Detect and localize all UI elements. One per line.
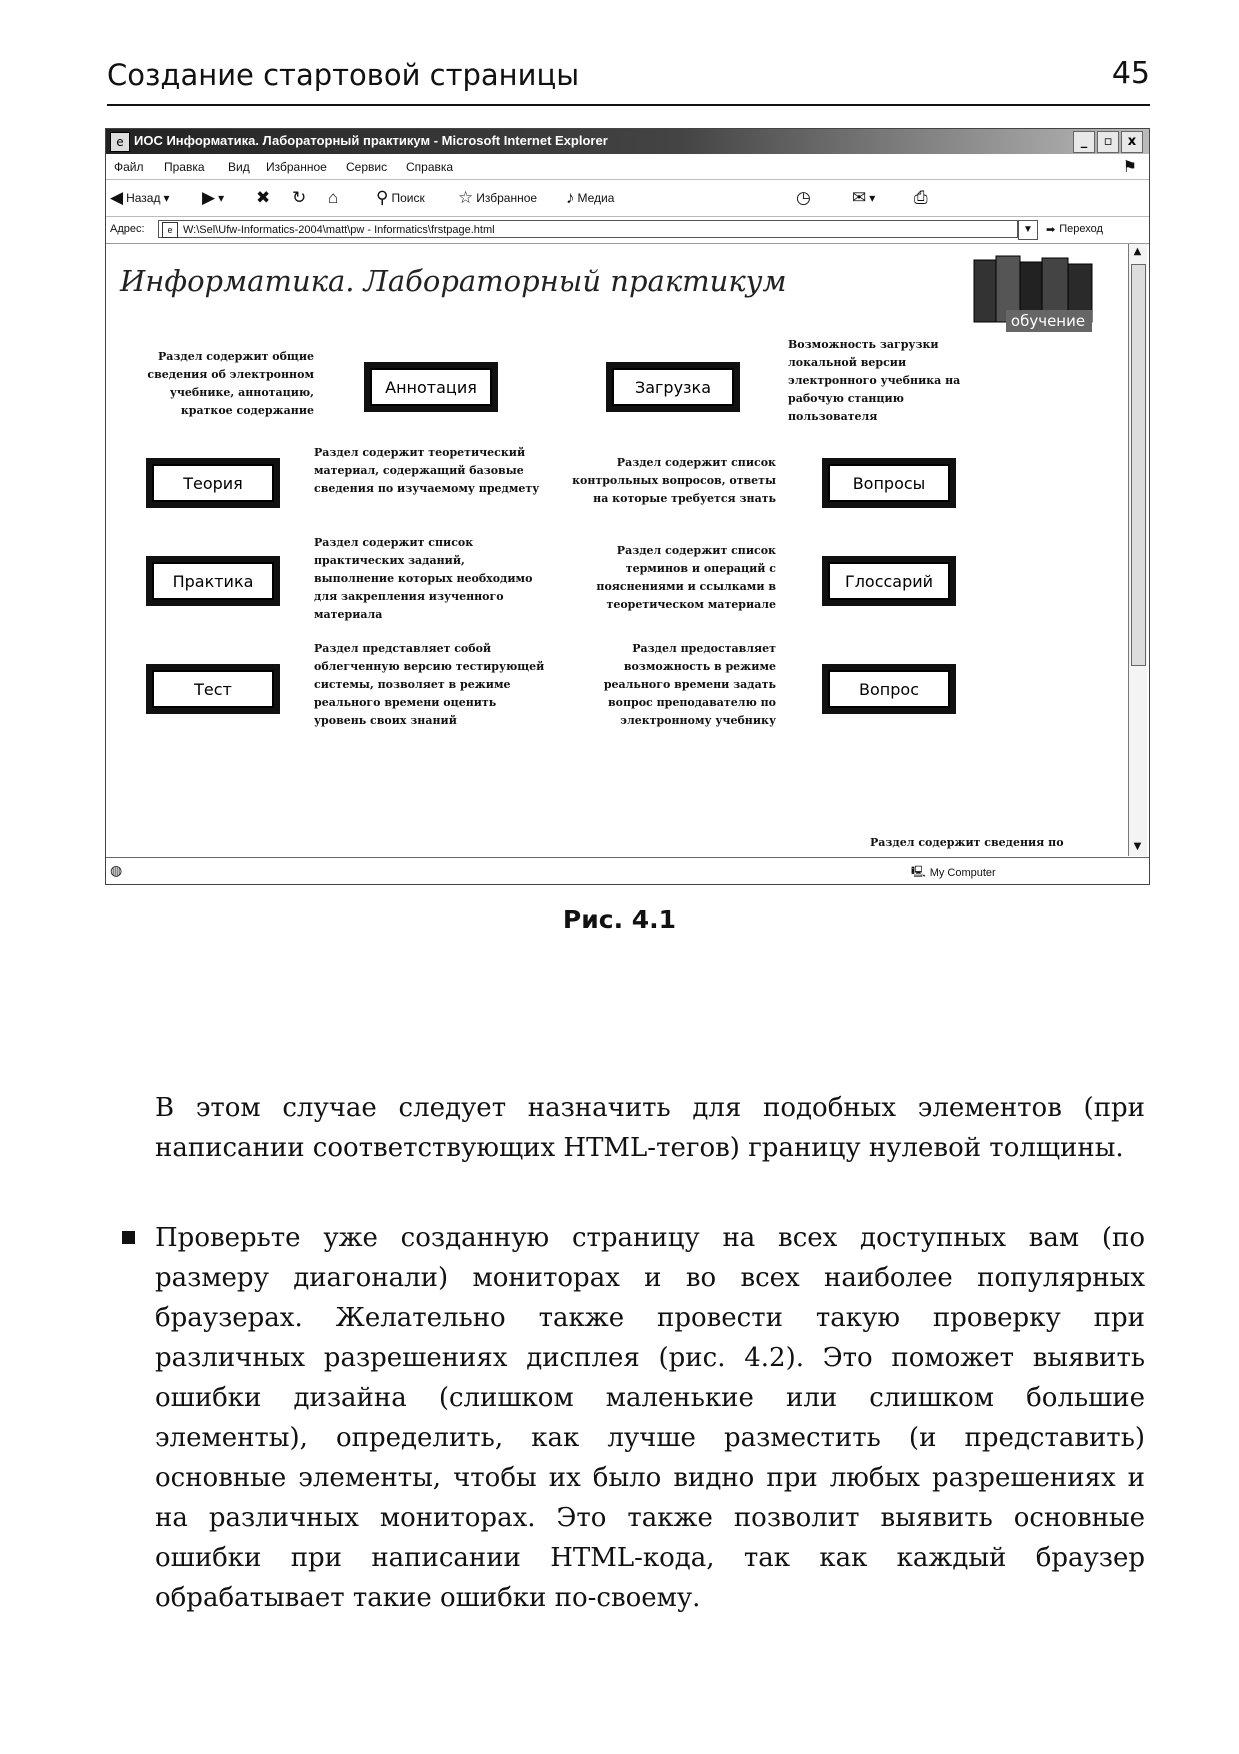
zone-label: My Computer [929, 866, 996, 879]
section-desc-practice: Раздел содержит список практических заданий, выполнение которых необходимо для закрепления изученного материала [314, 536, 533, 621]
refresh-icon: ↻ [292, 188, 307, 207]
chevron-down-icon: ▾ [218, 191, 225, 205]
media-icon: ♪ [566, 188, 575, 207]
section-desc-test: Раздел представляет собой облегченную версию тестирующей системы, позволяет в режиме реального времени оценить уровень своих знаний [314, 642, 545, 727]
running-title: Создание стартовой страницы [107, 58, 580, 92]
figure-caption: Рис. 4.1 [562, 905, 677, 934]
chevron-down-icon: ▾ [163, 191, 170, 205]
stop-icon: ✖ [256, 188, 271, 207]
favorites-label: Избранное [476, 191, 538, 205]
address-label: Адрес: [110, 223, 145, 235]
back-label: Назад [126, 191, 161, 205]
windows-logo-icon: ⚑ [1122, 159, 1137, 176]
test-button[interactable] [146, 664, 280, 714]
section-desc-download: Возможность загрузки локальной версии электронного учебника на рабочую станцию пользователя [788, 338, 961, 423]
glossary-button-label: Глоссарий [828, 562, 950, 600]
menu-favorites[interactable]: Избранное [266, 160, 327, 174]
mail-button[interactable] [852, 187, 875, 209]
site-title: Информатика. Лабораторный практикум [120, 264, 787, 298]
annotation-button-label: Аннотация [370, 368, 492, 406]
menu-tools[interactable]: Сервис [346, 160, 388, 174]
menu-view[interactable]: Вид [228, 160, 250, 174]
forward-button[interactable] [202, 187, 224, 209]
browser-window [105, 128, 1150, 885]
bottom-hint-text: Раздел содержит сведения по [870, 836, 1064, 849]
test-button-label: Тест [152, 670, 274, 708]
go-arrow-icon: ➡ [1046, 223, 1056, 236]
section-desc-questions: Раздел содержит список контрольных вопросов, ответы на которые требуется знать [572, 456, 776, 505]
questions-button-label: Вопросы [828, 464, 950, 502]
glossary-button[interactable] [822, 556, 956, 606]
page-status-icon: ◍ [110, 862, 123, 878]
ask-question-button[interactable] [822, 664, 956, 714]
questions-button[interactable] [822, 458, 956, 508]
page-header [107, 52, 1150, 106]
section-desc-annotation: Раздел содержит общие сведения об электронном учебнике, аннотацию, краткое содержание [147, 350, 314, 417]
mail-icon: ✉ [852, 188, 867, 207]
title-bar[interactable] [106, 129, 1149, 154]
go-label: Переход [1059, 223, 1103, 235]
books-logo [966, 250, 1102, 340]
page-number: 45 [1111, 56, 1150, 91]
section-desc-theory: Раздел содержит теоретический материал, содержащий базовые сведения по изучаемому предмету [314, 446, 540, 495]
scroll-up-icon[interactable]: ▲ [1133, 246, 1142, 257]
media-button[interactable] [566, 187, 614, 209]
star-icon: ☆ [458, 188, 474, 207]
chevron-down-icon: ▾ [869, 191, 876, 205]
logo-text: обучение [1010, 312, 1086, 330]
go-button[interactable] [1046, 220, 1142, 238]
window-controls [1073, 131, 1143, 153]
body-paragraph: Проверьте уже созданную страницу на всех доступных вам (по размеру диагонали) мониторах и во всех наиболее популярных браузерах. Желательно также провести такую проверку при различных разрешениях дисплея (рис. 4.2). Это поможет выявить ошибки дизайна (слишком маленькие или слишком большие элементы), определить, как лучше разместить (и представить) основные элементы, чтобы их было видно при любых разрешениях и на различных мониторах. Это также позволит выявить основные ошибки при написании HTML-кода, так как каждый браузер обрабатывает такие ошибки по-своему. [155, 1223, 1145, 1613]
search-label: Поиск [391, 191, 425, 205]
forward-arrow-icon: ▶ [202, 188, 216, 207]
stop-button[interactable] [256, 187, 270, 209]
menu-bar [106, 155, 1149, 180]
bullet-icon [122, 1231, 135, 1244]
ie-app-icon[interactable]: e [110, 132, 130, 152]
annotation-button[interactable] [364, 362, 498, 412]
vertical-scrollbar[interactable] [1128, 244, 1147, 856]
menu-help[interactable]: Справка [406, 160, 454, 174]
home-button[interactable] [328, 187, 338, 209]
ask-question-button-label: Вопрос [828, 670, 950, 708]
home-icon: ⌂ [328, 188, 339, 207]
history-button[interactable] [796, 187, 811, 209]
page-icon: e [162, 222, 178, 238]
theory-button[interactable] [146, 458, 280, 508]
minimize-button[interactable]: _ [1073, 131, 1095, 153]
refresh-button[interactable] [292, 187, 306, 209]
theory-button-label: Теория [152, 464, 274, 502]
scroll-thumb[interactable] [1131, 264, 1146, 666]
maximize-button[interactable]: ▫ [1097, 131, 1119, 153]
back-button[interactable] [110, 187, 170, 209]
search-icon: ⚲ [376, 188, 389, 207]
toolbar [106, 180, 1149, 217]
history-icon: ◷ [796, 188, 811, 207]
security-zone [911, 863, 996, 882]
scroll-down-icon[interactable]: ▼ [1133, 841, 1142, 852]
close-button[interactable]: x [1121, 131, 1143, 153]
address-input[interactable]: W:\Sel\Ufw-Informatics-2004\matt\pw - Informatics\frstpage.html [158, 220, 1018, 238]
print-icon: ⎙ [914, 188, 928, 207]
menu-file[interactable]: Файл [114, 160, 144, 174]
computer-icon: 🖳 [911, 866, 926, 878]
status-bar [106, 857, 1149, 884]
menu-edit[interactable]: Правка [164, 160, 205, 174]
print-button[interactable] [914, 187, 928, 209]
address-dropdown[interactable]: ▼ [1018, 220, 1038, 240]
search-button[interactable] [376, 187, 425, 209]
practice-button-label: Практика [152, 562, 274, 600]
section-desc-ask: Раздел предоставляет возможность в режиме реального времени задать вопрос преподавателю по электронному учебнику [603, 642, 776, 727]
download-button-label: Загрузка [612, 368, 734, 406]
back-arrow-icon: ◀ [110, 188, 124, 207]
page-content [106, 244, 1126, 856]
address-bar [106, 217, 1149, 244]
section-desc-glossary: Раздел содержит список терминов и операций с пояснениями и ссылками в теоретическом материале [596, 544, 776, 611]
favorites-button[interactable] [458, 187, 537, 209]
download-button[interactable] [606, 362, 740, 412]
practice-button[interactable] [146, 556, 280, 606]
media-label: Медиа [577, 191, 615, 205]
window-title: ИОС Информатика. Лабораторный практикум - Microsoft Internet Explorer [134, 133, 608, 148]
body-paragraph: В этом случае следует назначить для подобных элементов (при написании соответствующих HTML-тегов) границу нулевой толщины. [155, 1093, 1145, 1163]
